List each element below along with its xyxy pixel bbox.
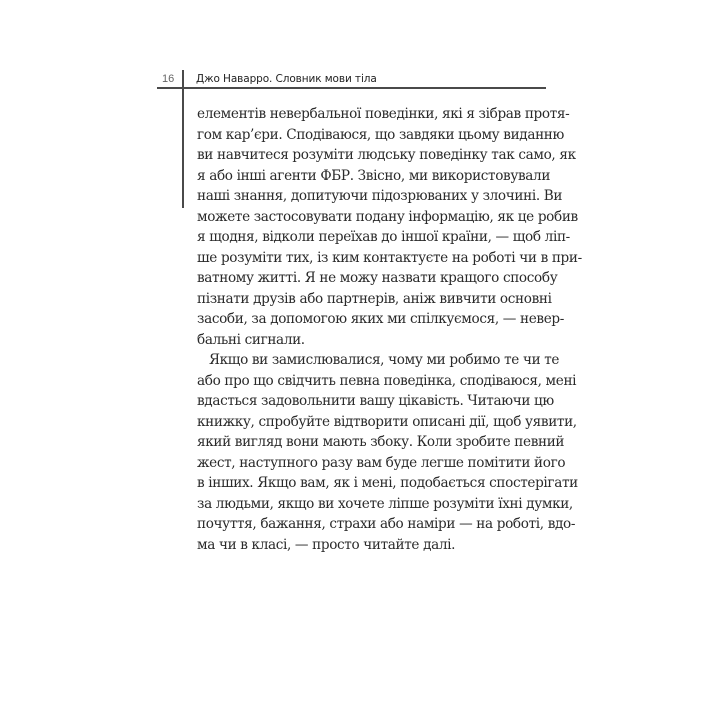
text-line: наші знання, допитуючи підозрюваних у злочині. Ви [197, 188, 563, 204]
text-line: почуття, бажання, страхи або наміри — на роботі, вдо- [197, 516, 576, 532]
paragraph-1 [197, 104, 582, 350]
text-line: ма чи в класі, — просто читайте далі. [197, 536, 456, 553]
text-line: я щодня, відколи переїхав до іншої країни, — щоб ліп- [197, 229, 570, 245]
text-line: елементів невербальної поведінки, які я зібрав протя- [197, 106, 570, 122]
text-line: ватному житті. Я не можу назвати кращого способу [197, 270, 558, 286]
page-number: 16 [162, 73, 175, 85]
text-line: за людьми, якщо ви хочете ліпше розуміти їхні думки, [197, 495, 573, 512]
text-line: я або інші агенти ФБР. Звісно, ми використовували [197, 167, 551, 184]
text-line: вдасться задовольнити вашу цікавість. Читаючи цю [197, 393, 554, 409]
text-line: або про що свідчить певна поведінка, сподіваюся, мені [197, 372, 577, 389]
text-line: жест, наступного разу вам буде легше помітити його [197, 454, 566, 471]
body-text [197, 104, 582, 555]
text-line: бальні сигнали. [197, 331, 305, 348]
running-head: Джо Наварро. Словник мови тіла [196, 73, 377, 85]
header-rule [157, 87, 546, 89]
text-line: Якщо ви замислювалися, чому ми робимо те чи те [209, 352, 560, 368]
text-line: гом кар’єри. Сподіваюся, що завдяки цьому виданню [197, 126, 564, 143]
text-line: книжку, спробуйте відтворити описані дії, щоб уявити, [197, 413, 577, 430]
text-line: ше розуміти тих, із ким контактуєте на роботі чи в при- [197, 249, 582, 266]
text-line: ви навчитеся розуміти людську поведінку так само, як [197, 147, 576, 163]
text-line: пізнати друзів або партнерів, аніж вивчити основні [197, 290, 552, 307]
text-line: в інших. Якщо вам, як і мені, подобається спостерігати [197, 475, 578, 491]
header-vertical-rule [182, 70, 184, 208]
text-line: засоби, за допомогою яких ми спілкуємося, — невер- [197, 311, 565, 327]
text-line: можете застосовувати подану інформацію, як це робив [197, 208, 578, 225]
paragraph-2 [197, 350, 578, 555]
text-line: який вигляд вони мають збоку. Коли зробите певний [197, 434, 565, 450]
